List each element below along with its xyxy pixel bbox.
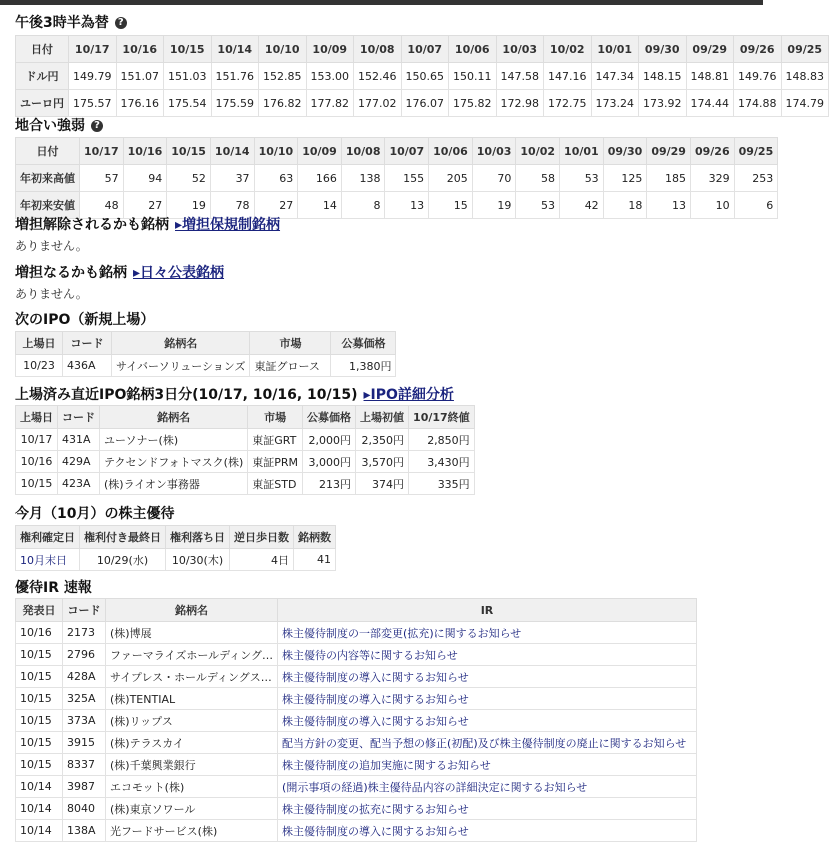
fx-date-col: 10/07: [401, 36, 449, 63]
recent-ipo-cell: 3,570円: [356, 451, 409, 473]
next-ipo-header: 上場日: [16, 332, 63, 355]
ir-code: 325A: [63, 688, 106, 710]
recent-ipo-cell: 10/17: [16, 429, 58, 451]
strength-value: 138: [341, 165, 385, 192]
fx-row: [16, 63, 829, 90]
fx-value: 175.59: [211, 90, 259, 117]
ir-code: 138A: [63, 820, 106, 842]
benefit-header: 権利落ち日: [166, 526, 230, 549]
strength-value: 57: [80, 165, 124, 192]
strength-date-col: 10/03: [472, 138, 516, 165]
ir-code: 3915: [63, 732, 106, 754]
ir-date: 10/15: [16, 754, 63, 776]
ir-company: (株)TENTIAL: [106, 688, 278, 710]
fx-title: 午後3時半為替: [15, 15, 109, 31]
margin-release-label: 増担解除されるかも銘柄: [15, 217, 169, 233]
strength-date-col: 10/06: [429, 138, 473, 165]
recent-ipo-cell: 東証PRM: [248, 451, 303, 473]
strength-date-col: 09/30: [603, 138, 647, 165]
strength-date-col: 10/14: [210, 138, 254, 165]
strength-date-col: 10/16: [123, 138, 167, 165]
fx-table: [15, 35, 829, 117]
ir-cell: [278, 644, 697, 666]
fx-value: 151.07: [116, 63, 164, 90]
fx-date-col: 09/29: [686, 36, 734, 63]
recent-ipo-header: 上場初値: [356, 406, 409, 429]
next-ipo-header: 銘柄名: [112, 332, 250, 355]
fx-value: 175.82: [449, 90, 497, 117]
ir-row: [16, 688, 697, 710]
strength-value: 27: [123, 192, 167, 219]
ir-row: [16, 732, 697, 754]
ir-cell: [278, 688, 697, 710]
strength-table: [15, 137, 778, 219]
recent-ipo-header: コード: [58, 406, 100, 429]
ir-link[interactable]: 株主優待の内容等に関するお知らせ: [282, 648, 458, 662]
ir-link[interactable]: 株主優待制度の一部変更(拡充)に関するお知らせ: [282, 626, 522, 640]
ir-company: (株)千葉興業銀行: [106, 754, 278, 776]
fx-value: 177.82: [306, 90, 354, 117]
ir-date: 10/14: [16, 820, 63, 842]
recent-ipo-header: 公募価格: [303, 406, 356, 429]
benefit-header: 権利付き最終日: [80, 526, 166, 549]
fx-value: 174.79: [781, 90, 829, 117]
margin-release-title: [15, 214, 280, 234]
strength-date-col: 10/02: [516, 138, 560, 165]
strength-value: 253: [734, 165, 778, 192]
recent-ipo-cell: 2,350円: [356, 429, 409, 451]
ir-code: 428A: [63, 666, 106, 688]
margin-regulation-link[interactable]: ▸増担保規制銘柄: [175, 217, 281, 233]
ir-header: コード: [63, 599, 106, 622]
strength-date-col: 10/07: [385, 138, 429, 165]
ir-date: 10/16: [16, 622, 63, 644]
fx-row-label: ドル円: [16, 63, 69, 90]
ir-date: 10/15: [16, 688, 63, 710]
recent-ipo-cell: 335円: [409, 473, 475, 495]
help-icon[interactable]: ?: [91, 120, 103, 132]
strength-value: 19: [472, 192, 516, 219]
strength-date-col: 10/09: [298, 138, 342, 165]
strength-value: 13: [647, 192, 691, 219]
ir-date: 10/15: [16, 644, 63, 666]
next-ipo-cell: 10/23: [16, 355, 63, 377]
fx-date-col: 10/03: [496, 36, 544, 63]
fx-value: 148.81: [686, 63, 734, 90]
fx-value: 148.83: [781, 63, 829, 90]
fx-value: 149.79: [69, 63, 117, 90]
fx-value: 173.24: [591, 90, 639, 117]
ir-code: 8040: [63, 798, 106, 820]
strength-value: 205: [429, 165, 473, 192]
ir-row: [16, 754, 697, 776]
fx-row: [16, 90, 829, 117]
recent-ipo-cell: 213円: [303, 473, 356, 495]
fx-value: 175.54: [164, 90, 212, 117]
recent-ipo-cell: 10/15: [16, 473, 58, 495]
daily-announce-link[interactable]: ▸日々公表銘柄: [133, 265, 225, 281]
strength-title: 地合い強弱: [15, 118, 85, 134]
fx-date-col: 10/17: [69, 36, 117, 63]
recent-ipo-row[interactable]: [16, 451, 475, 473]
strength-value: 14: [298, 192, 342, 219]
fx-date-col: 10/01: [591, 36, 639, 63]
recent-ipo-row[interactable]: [16, 473, 475, 495]
ir-company: サイプレス・ホールディングス…: [106, 666, 278, 688]
strength-value: 52: [167, 165, 211, 192]
strength-value: 329: [690, 165, 734, 192]
help-icon[interactable]: ?: [115, 17, 127, 29]
benefit-cell: 10/29(水): [80, 549, 166, 571]
strength-date-col: 09/29: [647, 138, 691, 165]
ir-code: 3987: [63, 776, 106, 798]
strength-value: 53: [516, 192, 560, 219]
strength-section-title: [15, 115, 103, 135]
fx-date-header: 日付: [16, 36, 69, 63]
ir-company: (株)東京ソワール: [106, 798, 278, 820]
recent-ipo-cell: 431A: [58, 429, 100, 451]
fx-value: 147.58: [496, 63, 544, 90]
fx-section-title: [15, 12, 127, 32]
strength-value: 42: [560, 192, 604, 219]
strength-value: 185: [647, 165, 691, 192]
recent-ipo-header: 上場日: [16, 406, 58, 429]
benefit-cell: 4日: [230, 549, 294, 571]
strength-date-col: 09/25: [734, 138, 778, 165]
ir-link[interactable]: 株主優待制度の導入に関するお知らせ: [282, 670, 469, 684]
margin-add-title: [15, 262, 224, 282]
ir-row: [16, 776, 697, 798]
top-bar: [0, 0, 763, 5]
strength-value: 58: [516, 165, 560, 192]
benefit-date-link[interactable]: 10月末日: [16, 549, 80, 571]
next-ipo-header: 公募価格: [331, 332, 396, 355]
strength-row-label: 年初来高値: [16, 165, 80, 192]
ir-cell: [278, 732, 697, 754]
recent-ipo-label: 上場済み直近IPO銘柄3日分(10/17, 10/16, 10/15): [15, 387, 358, 403]
strength-date-col: 10/17: [80, 138, 124, 165]
strength-value: 8: [341, 192, 385, 219]
strength-value: 166: [298, 165, 342, 192]
next-ipo-cell: 1,380円: [331, 355, 396, 377]
fx-date-col: 10/02: [544, 36, 592, 63]
fx-value: 152.46: [354, 63, 402, 90]
ir-company: (株)博展: [106, 622, 278, 644]
fx-date-col: 09/26: [734, 36, 782, 63]
fx-value: 174.88: [734, 90, 782, 117]
ir-code: 373A: [63, 710, 106, 732]
fx-value: 151.76: [211, 63, 259, 90]
ir-company: (株)リップス: [106, 710, 278, 732]
fx-value: 147.34: [591, 63, 639, 90]
recent-ipo-cell: ユーソナー(株): [100, 429, 248, 451]
margin-add-none: ありません。: [15, 287, 88, 301]
ir-header: 発表日: [16, 599, 63, 622]
ir-row: [16, 798, 697, 820]
next-ipo-cell: 436A: [63, 355, 112, 377]
ir-cell: [278, 798, 697, 820]
strength-date-col: 10/08: [341, 138, 385, 165]
fx-value: 176.07: [401, 90, 449, 117]
ir-link[interactable]: 株主優待制度の追加実施に関するお知らせ: [282, 758, 491, 772]
strength-date-col: 09/26: [690, 138, 734, 165]
strength-value: 10: [690, 192, 734, 219]
ir-cell: [278, 776, 697, 798]
fx-date-col: 10/16: [116, 36, 164, 63]
fx-value: 149.76: [734, 63, 782, 90]
margin-add-label: 増担なるかも銘柄: [15, 265, 127, 281]
ir-date: 10/14: [16, 798, 63, 820]
margin-release-none: ありません。: [15, 239, 88, 253]
strength-value: 27: [254, 192, 298, 219]
strength-date-col: 10/01: [560, 138, 604, 165]
strength-row-label: 年初来安値: [16, 192, 80, 219]
next-ipo-table: [15, 331, 396, 377]
recent-ipo-cell: 10/16: [16, 451, 58, 473]
strength-value: 94: [123, 165, 167, 192]
ir-date: 10/15: [16, 732, 63, 754]
recent-ipo-cell: 2,000円: [303, 429, 356, 451]
recent-ipo-title: [15, 384, 454, 404]
recent-ipo-cell: 東証GRT: [248, 429, 303, 451]
strength-value: 48: [80, 192, 124, 219]
recent-ipo-cell: テクセンドフォトマスク(株): [100, 451, 248, 473]
fx-value: 176.16: [116, 90, 164, 117]
ir-row: [16, 820, 697, 842]
ir-link[interactable]: 株主優待制度の拡充に関するお知らせ: [282, 802, 469, 816]
ir-title: 優待IR 速報: [15, 580, 92, 596]
next-ipo-header: コード: [63, 332, 112, 355]
fx-value: 173.92: [639, 90, 687, 117]
ir-date: 10/15: [16, 710, 63, 732]
ir-cell: [278, 622, 697, 644]
recent-ipo-header: 市場: [248, 406, 303, 429]
fx-row-label: ユーロ円: [16, 90, 69, 117]
ir-table: [15, 598, 697, 842]
fx-date-col: 10/14: [211, 36, 259, 63]
benefit-header: 銘柄数: [294, 526, 336, 549]
fx-value: 150.11: [449, 63, 497, 90]
ir-cell: [278, 666, 697, 688]
strength-value: 15: [429, 192, 473, 219]
ir-cell: [278, 754, 697, 776]
next-ipo-cell: サイバーソリューションズ: [112, 355, 250, 377]
recent-ipo-cell: 429A: [58, 451, 100, 473]
strength-date-header: 日付: [16, 138, 80, 165]
fx-value: 172.75: [544, 90, 592, 117]
fx-value: 175.57: [69, 90, 117, 117]
fx-value: 148.15: [639, 63, 687, 90]
ir-date: 10/15: [16, 666, 63, 688]
fx-value: 152.85: [259, 63, 307, 90]
recent-ipo-cell: (株)ライオン事務器: [100, 473, 248, 495]
strength-value: 63: [254, 165, 298, 192]
fx-value: 172.98: [496, 90, 544, 117]
ipo-analysis-link[interactable]: ▸IPO詳細分析: [363, 387, 454, 403]
strength-value: 13: [385, 192, 429, 219]
strength-value: 78: [210, 192, 254, 219]
ir-date: 10/14: [16, 776, 63, 798]
recent-ipo-cell: 3,000円: [303, 451, 356, 473]
ir-row: [16, 622, 697, 644]
benefit-header: 権利確定日: [16, 526, 80, 549]
ir-header: 銘柄名: [106, 599, 278, 622]
strength-value: 155: [385, 165, 429, 192]
fx-date-col: 10/09: [306, 36, 354, 63]
strength-value: 53: [560, 165, 604, 192]
fx-date-col: 10/06: [449, 36, 497, 63]
fx-value: 177.02: [354, 90, 402, 117]
recent-ipo-cell: 423A: [58, 473, 100, 495]
fx-date-col: 09/30: [639, 36, 687, 63]
benefit-table: [15, 525, 336, 571]
fx-value: 174.44: [686, 90, 734, 117]
ir-link[interactable]: 株主優待制度の導入に関するお知らせ: [282, 692, 469, 706]
fx-value: 176.82: [259, 90, 307, 117]
next-ipo-header: 市場: [250, 332, 331, 355]
strength-value: 37: [210, 165, 254, 192]
fx-value: 153.00: [306, 63, 354, 90]
ir-row: [16, 644, 697, 666]
strength-value: 19: [167, 192, 211, 219]
fx-value: 147.16: [544, 63, 592, 90]
ir-link[interactable]: (開示事項の経過)株主優待品内容の詳細決定に関するお知らせ: [282, 780, 588, 794]
fx-value: 151.03: [164, 63, 212, 90]
benefit-cell: 10/30(木): [166, 549, 230, 571]
ir-company: 光フードサービス(株): [106, 820, 278, 842]
fx-date-col: 09/25: [781, 36, 829, 63]
strength-value: 125: [603, 165, 647, 192]
strength-value: 70: [472, 165, 516, 192]
strength-value: 6: [734, 192, 778, 219]
next-ipo-cell: 東証グロース: [250, 355, 331, 377]
ir-row: [16, 666, 697, 688]
ir-company: エコモット(株): [106, 776, 278, 798]
ir-code: 8337: [63, 754, 106, 776]
recent-ipo-cell: 2,850円: [409, 429, 475, 451]
ir-link[interactable]: 株主優待制度の導入に関するお知らせ: [282, 824, 469, 838]
recent-ipo-row[interactable]: [16, 429, 475, 451]
ir-row: [16, 710, 697, 732]
recent-ipo-cell: 374円: [356, 473, 409, 495]
recent-ipo-cell: 3,430円: [409, 451, 475, 473]
ir-company: (株)テラスカイ: [106, 732, 278, 754]
next-ipo-title: 次のIPO（新規上場）: [15, 312, 155, 328]
ir-link[interactable]: 株主優待制度の導入に関するお知らせ: [282, 714, 469, 728]
ir-cell: [278, 820, 697, 842]
strength-value: 18: [603, 192, 647, 219]
ir-header: IR: [278, 599, 697, 622]
benefit-header: 逆日歩日数: [230, 526, 294, 549]
ir-code: 2796: [63, 644, 106, 666]
fx-date-col: 10/08: [354, 36, 402, 63]
benefit-cell: 41: [294, 549, 336, 571]
ir-code: 2173: [63, 622, 106, 644]
recent-ipo-header: 10/17終値: [409, 406, 475, 429]
fx-value: 150.65: [401, 63, 449, 90]
strength-date-col: 10/15: [167, 138, 211, 165]
fx-date-col: 10/10: [259, 36, 307, 63]
next-ipo-row[interactable]: [16, 355, 396, 377]
strength-row: [16, 165, 778, 192]
recent-ipo-table: [15, 405, 475, 495]
recent-ipo-cell: 東証STD: [248, 473, 303, 495]
recent-ipo-header: 銘柄名: [100, 406, 248, 429]
ir-company: ファーマライズホールディング…: [106, 644, 278, 666]
ir-cell: [278, 710, 697, 732]
strength-date-col: 10/10: [254, 138, 298, 165]
ir-link[interactable]: 配当方針の変更、配当予想の修正(初配)及び株主優待制度の廃止に関するお知らせ: [282, 736, 687, 750]
fx-date-col: 10/15: [164, 36, 212, 63]
benefit-title: 今月（10月）の株主優待: [15, 506, 175, 522]
